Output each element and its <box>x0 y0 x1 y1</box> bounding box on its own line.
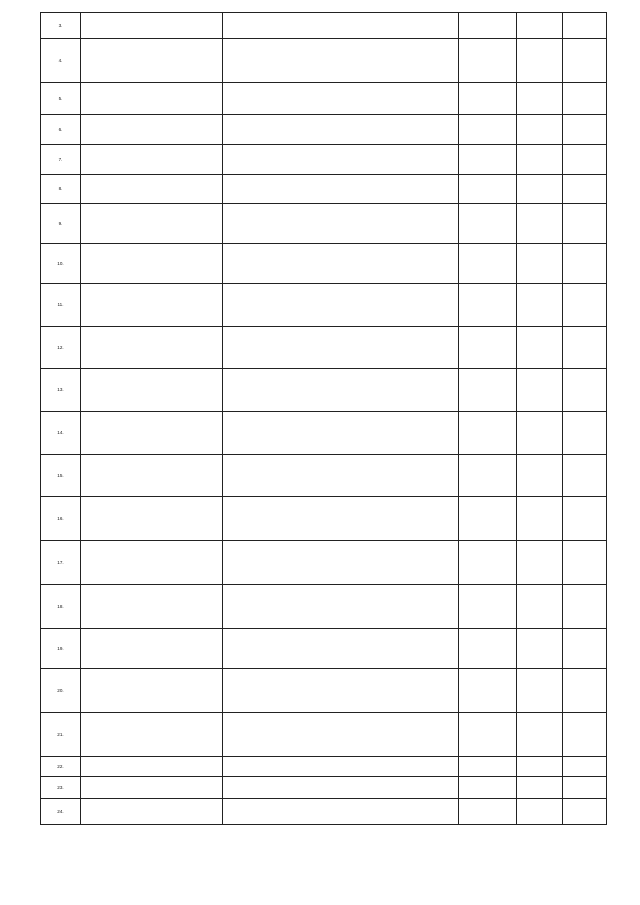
table-row <box>41 145 607 175</box>
table-row <box>41 412 607 455</box>
work-description-cell <box>223 799 459 825</box>
construction-year-cell <box>563 757 607 777</box>
planned-year-cell <box>517 83 563 115</box>
construction-year-cell <box>563 629 607 669</box>
table-row <box>41 115 607 145</box>
address-cell <box>81 455 223 497</box>
construction-year-cell <box>563 585 607 629</box>
address-cell <box>81 541 223 585</box>
cost-cell <box>459 284 517 327</box>
address-cell <box>81 175 223 204</box>
work-description-cell <box>223 204 459 244</box>
construction-year-cell <box>563 244 607 284</box>
row-number: 14. <box>41 412 81 455</box>
repair-register-table <box>40 12 607 825</box>
construction-year-cell <box>563 799 607 825</box>
planned-year-cell <box>517 541 563 585</box>
table-row <box>41 284 607 327</box>
work-description-cell <box>223 145 459 175</box>
table-row <box>41 327 607 369</box>
cost-cell <box>459 13 517 39</box>
construction-year-cell <box>563 412 607 455</box>
work-description-cell <box>223 327 459 369</box>
address-cell <box>81 369 223 412</box>
cost-cell <box>459 83 517 115</box>
table-row <box>41 799 607 825</box>
address-cell <box>81 284 223 327</box>
cost-cell <box>459 204 517 244</box>
planned-year-cell <box>517 629 563 669</box>
row-number: 11. <box>41 284 81 327</box>
address-cell <box>81 13 223 39</box>
construction-year-cell <box>563 327 607 369</box>
work-description-cell <box>223 83 459 115</box>
row-number: 17. <box>41 541 81 585</box>
planned-year-cell <box>517 585 563 629</box>
planned-year-cell <box>517 39 563 83</box>
address-cell <box>81 669 223 713</box>
construction-year-cell <box>563 369 607 412</box>
row-number: 13. <box>41 369 81 412</box>
construction-year-cell <box>563 497 607 541</box>
work-description-cell <box>223 13 459 39</box>
table-row <box>41 629 607 669</box>
address-cell <box>81 629 223 669</box>
construction-year-cell <box>563 669 607 713</box>
table-row <box>41 39 607 83</box>
address-cell <box>81 799 223 825</box>
cost-cell <box>459 115 517 145</box>
address-cell <box>81 713 223 757</box>
row-number: 16. <box>41 497 81 541</box>
planned-year-cell <box>517 13 563 39</box>
planned-year-cell <box>517 669 563 713</box>
planned-year-cell <box>517 713 563 757</box>
address-cell <box>81 145 223 175</box>
table-row <box>41 497 607 541</box>
cost-cell <box>459 175 517 204</box>
table-row <box>41 713 607 757</box>
work-description-cell <box>223 757 459 777</box>
address-cell <box>81 39 223 83</box>
row-number: 18. <box>41 585 81 629</box>
address-cell <box>81 777 223 799</box>
construction-year-cell <box>563 175 607 204</box>
address-cell <box>81 83 223 115</box>
planned-year-cell <box>517 777 563 799</box>
planned-year-cell <box>517 799 563 825</box>
cost-cell <box>459 799 517 825</box>
construction-year-cell <box>563 13 607 39</box>
row-number: 21. <box>41 713 81 757</box>
construction-year-cell <box>563 284 607 327</box>
construction-year-cell <box>563 204 607 244</box>
row-number: 12. <box>41 327 81 369</box>
work-description-cell <box>223 244 459 284</box>
table-row <box>41 13 607 39</box>
construction-year-cell <box>563 83 607 115</box>
table-row <box>41 669 607 713</box>
row-number: 9. <box>41 204 81 244</box>
row-number: 7. <box>41 145 81 175</box>
work-description-cell <box>223 497 459 541</box>
cost-cell <box>459 39 517 83</box>
cost-cell <box>459 541 517 585</box>
cost-cell <box>459 455 517 497</box>
table-row <box>41 757 607 777</box>
table-row <box>41 83 607 115</box>
planned-year-cell <box>517 455 563 497</box>
planned-year-cell <box>517 284 563 327</box>
work-description-cell <box>223 777 459 799</box>
construction-year-cell <box>563 39 607 83</box>
planned-year-cell <box>517 204 563 244</box>
address-cell <box>81 412 223 455</box>
work-description-cell <box>223 175 459 204</box>
address-cell <box>81 327 223 369</box>
table-row <box>41 175 607 204</box>
planned-year-cell <box>517 369 563 412</box>
construction-year-cell <box>563 455 607 497</box>
address-cell <box>81 115 223 145</box>
cost-cell <box>459 497 517 541</box>
row-number: 3. <box>41 13 81 39</box>
planned-year-cell <box>517 497 563 541</box>
work-description-cell <box>223 585 459 629</box>
table-row <box>41 585 607 629</box>
row-number: 24. <box>41 799 81 825</box>
planned-year-cell <box>517 757 563 777</box>
table-row <box>41 777 607 799</box>
row-number: 4. <box>41 39 81 83</box>
planned-year-cell <box>517 175 563 204</box>
cost-cell <box>459 145 517 175</box>
row-number: 20. <box>41 669 81 713</box>
work-description-cell <box>223 713 459 757</box>
planned-year-cell <box>517 244 563 284</box>
cost-cell <box>459 757 517 777</box>
cost-cell <box>459 585 517 629</box>
address-cell <box>81 244 223 284</box>
row-number: 19. <box>41 629 81 669</box>
table-row <box>41 244 607 284</box>
cost-cell <box>459 713 517 757</box>
cost-cell <box>459 629 517 669</box>
row-number: 22. <box>41 757 81 777</box>
address-cell <box>81 757 223 777</box>
row-number: 8. <box>41 175 81 204</box>
cost-cell <box>459 777 517 799</box>
table-row <box>41 369 607 412</box>
address-cell <box>81 585 223 629</box>
work-description-cell <box>223 629 459 669</box>
row-number: 5. <box>41 83 81 115</box>
row-number: 23. <box>41 777 81 799</box>
construction-year-cell <box>563 541 607 585</box>
planned-year-cell <box>517 412 563 455</box>
work-description-cell <box>223 412 459 455</box>
row-number: 15. <box>41 455 81 497</box>
row-number: 6. <box>41 115 81 145</box>
cost-cell <box>459 244 517 284</box>
address-cell <box>81 497 223 541</box>
construction-year-cell <box>563 145 607 175</box>
planned-year-cell <box>517 115 563 145</box>
row-number: 10. <box>41 244 81 284</box>
work-description-cell <box>223 115 459 145</box>
work-description-cell <box>223 369 459 412</box>
planned-year-cell <box>517 327 563 369</box>
work-description-cell <box>223 669 459 713</box>
table-row <box>41 541 607 585</box>
work-description-cell <box>223 541 459 585</box>
work-description-cell <box>223 455 459 497</box>
table-row <box>41 455 607 497</box>
work-description-cell <box>223 284 459 327</box>
construction-year-cell <box>563 115 607 145</box>
table-row <box>41 204 607 244</box>
cost-cell <box>459 412 517 455</box>
planned-year-cell <box>517 145 563 175</box>
address-cell <box>81 204 223 244</box>
cost-cell <box>459 669 517 713</box>
cost-cell <box>459 327 517 369</box>
table-body <box>41 13 607 825</box>
work-description-cell <box>223 39 459 83</box>
construction-year-cell <box>563 713 607 757</box>
construction-year-cell <box>563 777 607 799</box>
cost-cell <box>459 369 517 412</box>
